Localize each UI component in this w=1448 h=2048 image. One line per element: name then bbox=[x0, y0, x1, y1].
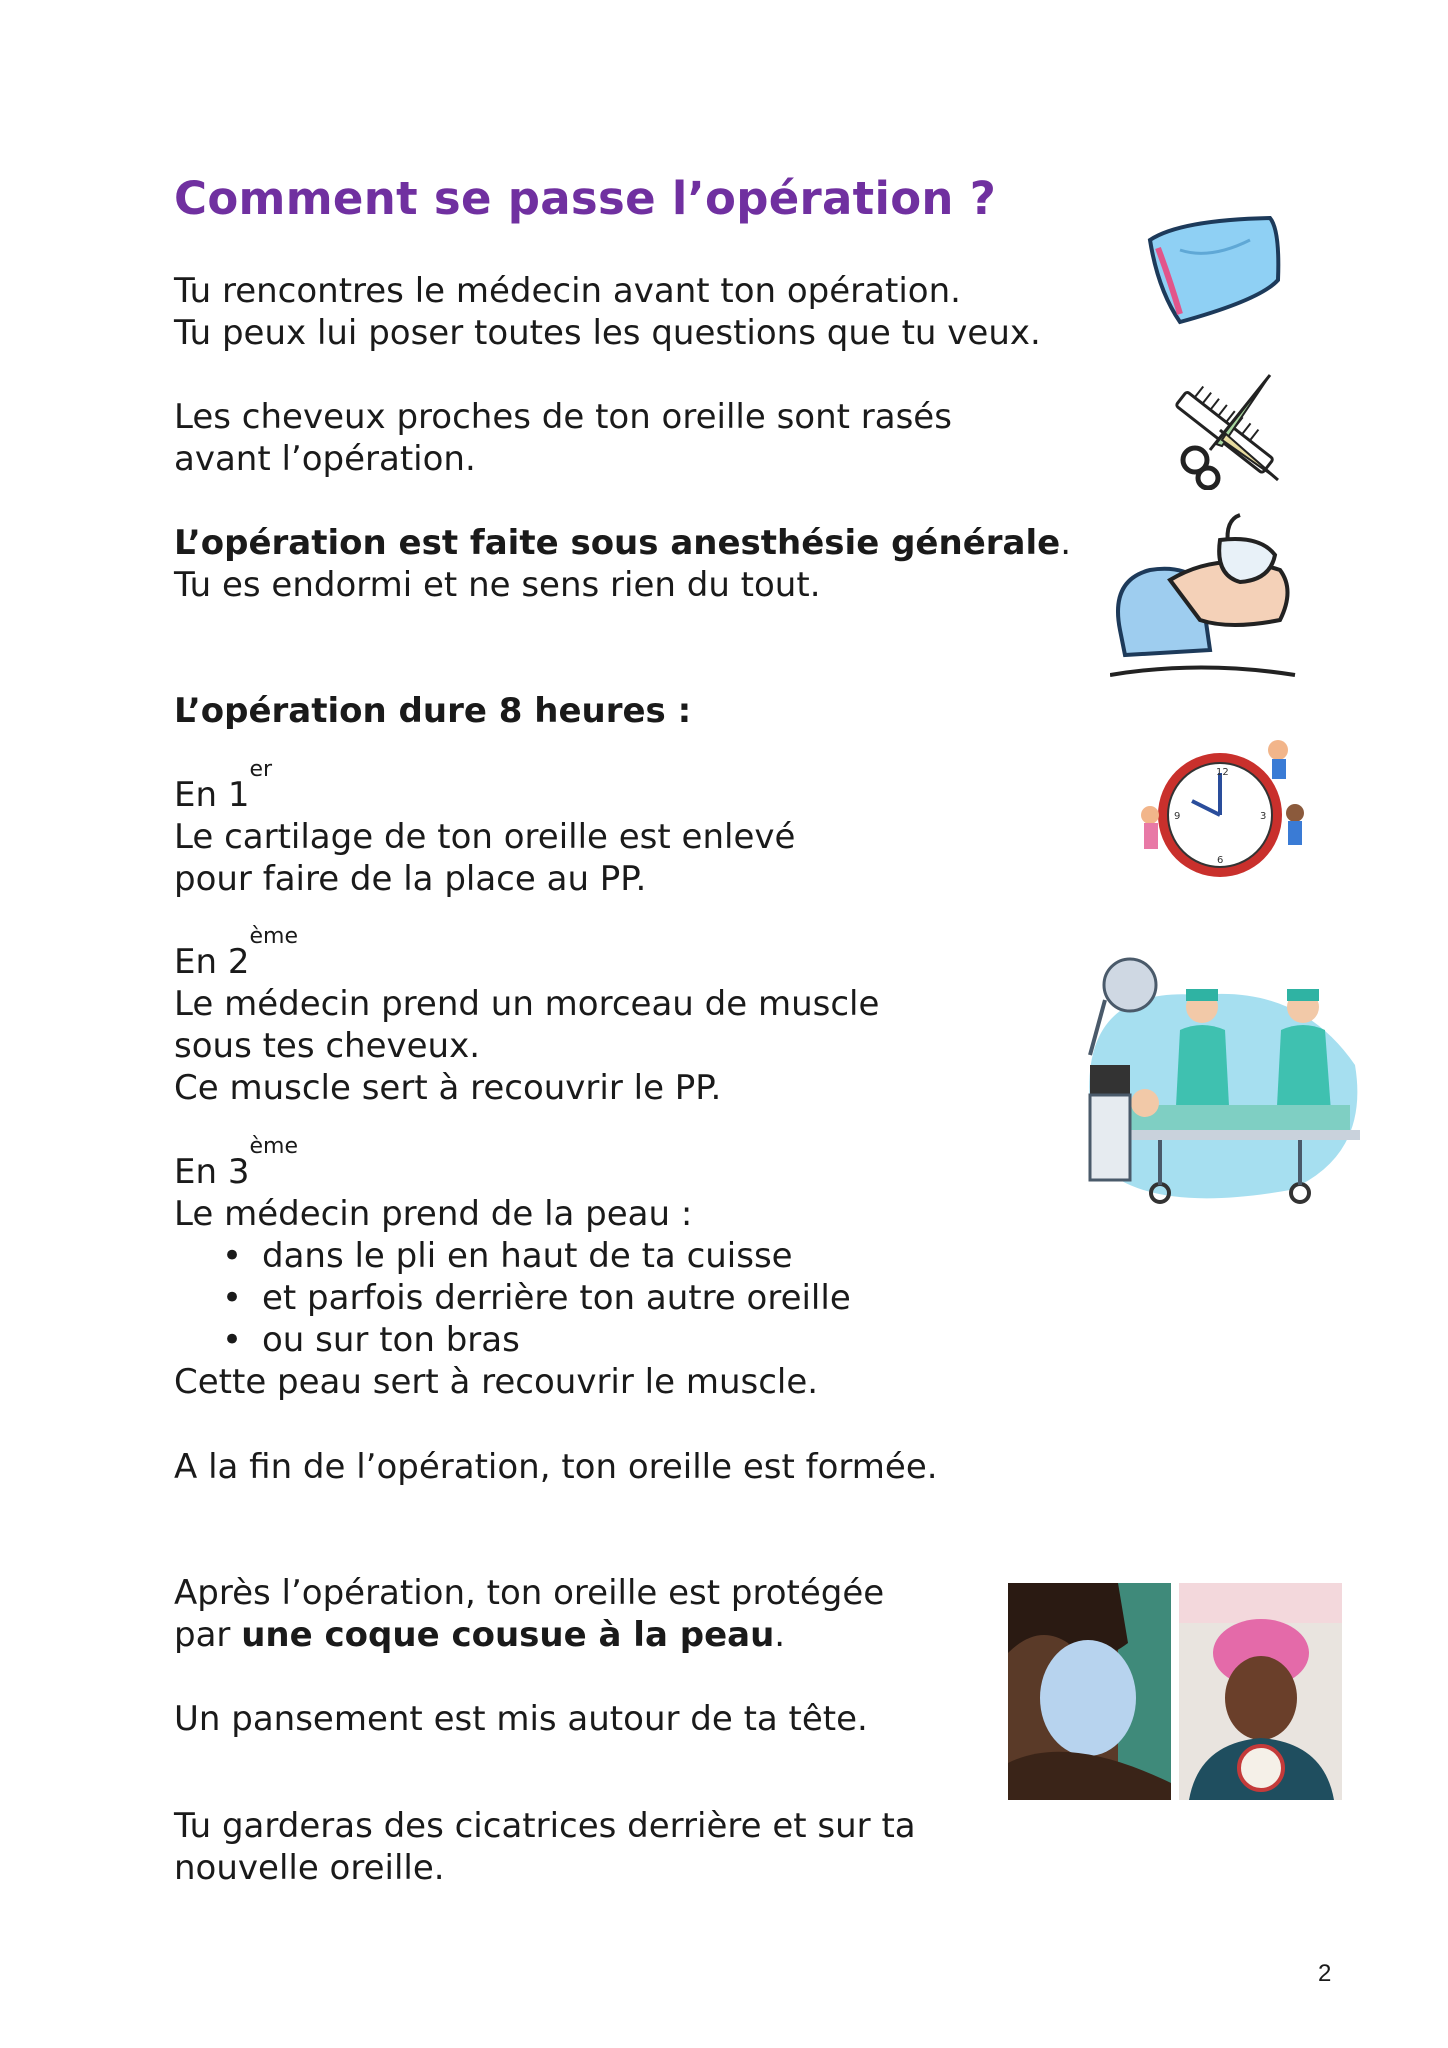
hair-line-2: avant l’opération. bbox=[174, 439, 476, 479]
step2-label-text: En 2 bbox=[174, 942, 250, 982]
anesthesia-period: . bbox=[1060, 523, 1071, 563]
after-line-1: Après l’opération, ton oreille est protégée bbox=[174, 1573, 885, 1613]
end-paragraph: A la fin de l’opération, ton oreille est formée. bbox=[174, 1447, 938, 1487]
pillow-icon bbox=[1140, 210, 1290, 330]
step2-line-1: Le médecin prend un morceau de muscle bbox=[174, 984, 880, 1024]
svg-text:6: 6 bbox=[1217, 855, 1224, 866]
svg-text:12: 12 bbox=[1216, 767, 1229, 778]
intro-paragraph bbox=[174, 270, 1041, 354]
step1-label-text: En 1 bbox=[174, 775, 250, 815]
operating-room-illustration bbox=[1070, 955, 1370, 1220]
step2-sup: ème bbox=[249, 924, 298, 949]
bandage-paragraph: Un pansement est mis autour de ta tête. bbox=[174, 1699, 868, 1739]
anesthesia-bold: L’opération est faite sous anesthésie générale bbox=[174, 523, 1061, 563]
scars-line-2: nouvelle oreille. bbox=[174, 1848, 445, 1888]
after-bold: une coque cousue à la peau bbox=[241, 1615, 775, 1655]
list-item: • ou sur ton bras bbox=[174, 1319, 851, 1361]
after-paragraph bbox=[174, 1572, 884, 1656]
after-pre: par bbox=[174, 1615, 242, 1655]
list-item: • et parfois derrière ton autre oreille bbox=[174, 1277, 851, 1319]
step1-line-2: pour faire de la place au PP. bbox=[174, 859, 647, 899]
anesthesia-paragraph bbox=[174, 522, 1071, 606]
ear-shell-photo bbox=[1008, 1583, 1171, 1800]
duration-heading: L’opération dure 8 heures : bbox=[174, 691, 692, 731]
step2-label bbox=[174, 924, 879, 983]
anesthesia-line-2: Tu es endormi et ne sens rien du tout. bbox=[174, 565, 821, 605]
step2-line-3: Ce muscle sert à recouvrir le PP. bbox=[174, 1068, 722, 1108]
intro-line-1: Tu rencontres le médecin avant ton opération. bbox=[174, 271, 961, 311]
hair-paragraph bbox=[174, 396, 952, 480]
clock-children-icon bbox=[1120, 735, 1320, 885]
page-title: Comment se passe l’opération ? bbox=[174, 172, 997, 225]
step3-label-text: En 3 bbox=[174, 1152, 250, 1192]
step1-label bbox=[174, 757, 795, 816]
step3-line-1: Le médecin prend de la peau : bbox=[174, 1194, 693, 1234]
comb-scissors-icon bbox=[1150, 370, 1290, 490]
step3-sup: ème bbox=[249, 1134, 298, 1159]
step3-paragraph bbox=[174, 1134, 851, 1403]
step1-paragraph bbox=[174, 757, 796, 900]
svg-text:3: 3 bbox=[1260, 811, 1267, 822]
step1-sup: er bbox=[249, 757, 273, 782]
intro-line-2: Tu peux lui poser toutes les questions que tu veux. bbox=[174, 313, 1041, 353]
step2-line-2: sous tes cheveux. bbox=[174, 1026, 481, 1066]
hair-line-1: Les cheveux proches de ton oreille sont rasés bbox=[174, 397, 952, 437]
after-post: . bbox=[774, 1615, 786, 1655]
after-line-2 bbox=[174, 1614, 884, 1656]
bandaged-child-photo bbox=[1179, 1583, 1342, 1800]
anesthesia-line-1 bbox=[174, 522, 1071, 564]
scars-line-1: Tu garderas des cicatrices derrière et sur ta bbox=[174, 1806, 916, 1846]
step3-bullet-list bbox=[174, 1235, 851, 1361]
step1-line-1: Le cartilage de ton oreille est enlevé bbox=[174, 817, 796, 857]
svg-text:9: 9 bbox=[1174, 811, 1181, 822]
step3-label bbox=[174, 1134, 851, 1193]
page-number: 2 bbox=[1318, 1960, 1332, 1987]
list-item: • dans le pli en haut de ta cuisse bbox=[174, 1235, 851, 1277]
scars-paragraph bbox=[174, 1805, 916, 1889]
step3-line-after: Cette peau sert à recouvrir le muscle. bbox=[174, 1362, 819, 1402]
anesthesia-mask-icon bbox=[1110, 510, 1300, 685]
step2-paragraph bbox=[174, 924, 880, 1109]
